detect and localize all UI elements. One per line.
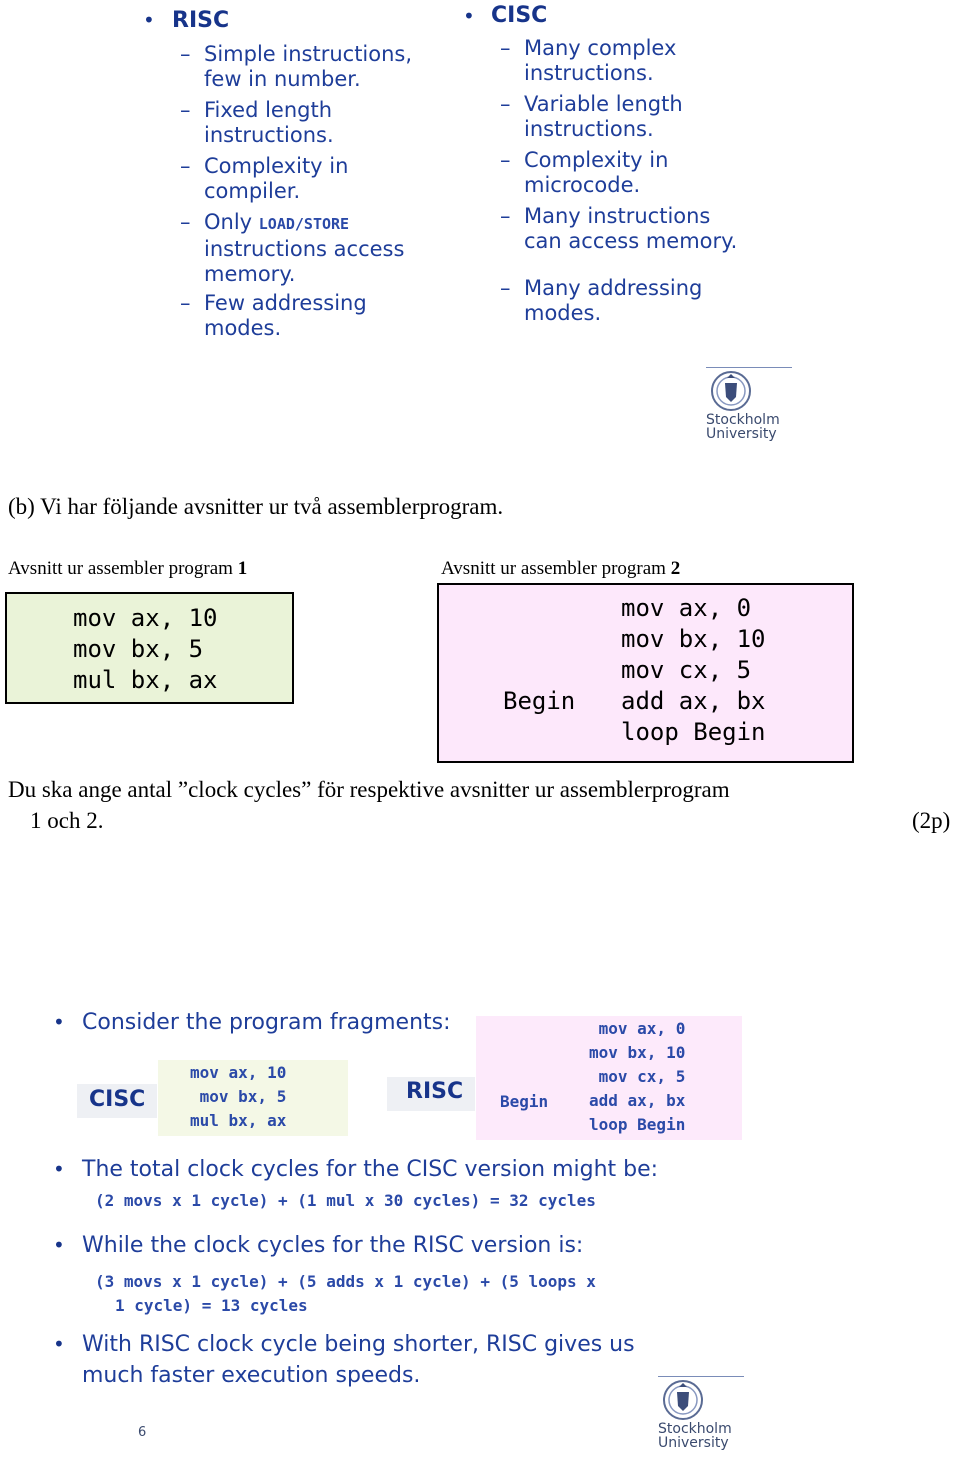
dash: – [180,98,191,122]
stockholm-university-logo: Stockholm University [658,1376,748,1456]
cisc-item-3: Complexity in microcode. [524,148,669,197]
dash: – [180,42,191,66]
risc-item-5: Few addressing modes. [204,291,367,340]
bullet: • [53,1332,65,1356]
program2-code-box [437,583,854,763]
cisc-heading: CISC [491,3,548,28]
page-number: 6 [138,1425,147,1440]
bullet: • [463,4,475,28]
risc-calc-2: 1 cycle) = 13 cycles [115,1296,308,1315]
crest-icon [708,369,754,413]
program2-label: Avsnitt ur assembler program 2 [441,558,681,579]
bullet: • [143,8,155,32]
risc-heading: RISC [172,8,230,33]
cisc-item-4: Many instructions can access memory. [524,204,738,253]
cisc-item-2: Variable length instructions. [524,92,683,141]
risc-item-3: Complexity in compiler. [204,154,349,203]
program2-code: mov ax, 0 mov bx, 10 mov cx, 5 add ax, bx loop Begin [621,594,766,746]
risc-tag: RISC [406,1079,464,1104]
cisc-item-5: Many addressing modes. [524,276,703,325]
dash: – [180,291,191,315]
task-line-2: 1 och 2. [30,808,104,833]
cisc-item-1: Many complex instructions. [524,36,677,85]
dash: – [180,154,191,178]
while-risc-text: While the clock cycles for the RISC version is: [82,1233,584,1258]
program1-code: mov ax, 10 mov bx, 5 mul bx, ax [73,604,218,694]
dash: – [500,276,511,300]
cisc-calc: (2 movs x 1 cycle) + (1 mul x 30 cycles) = 32 cycles [95,1191,596,1210]
cisc-code-box [158,1060,348,1136]
bullet: • [53,1157,65,1181]
risc-item-1: Simple instructions, few in number. [204,42,413,91]
dash: – [500,92,511,116]
risc-begin: Begin [500,1092,549,1111]
dash: – [180,210,191,234]
risc-item-2: Fixed length instructions. [204,98,334,147]
risc-code: mov ax, 0 mov bx, 10 mov cx, 5 add ax, bx loop Begin [589,1019,686,1134]
risc-calc-1: (3 movs x 1 cycle) + (5 adds x 1 cycle) + (5 loops x [95,1272,596,1291]
dash: – [500,204,511,228]
with-risc-line-2: much faster execution speeds. [82,1363,421,1388]
stockholm-university-logo: Stockholm University [706,367,796,447]
cisc-tag: CISC [89,1087,146,1112]
risc-code-box [476,1016,742,1140]
program1-code-box [5,592,294,704]
consider-text: Consider the program fragments: [82,1010,451,1035]
points: (2p) [912,808,951,833]
with-risc-line-1: With RISC clock cycle being shorter, RISC gives us [82,1332,635,1357]
bullet: • [53,1010,65,1034]
crest-icon [660,1378,706,1422]
program2-label-begin: Begin [503,687,576,715]
risc-tag-box [387,1077,475,1111]
program1-label: Avsnitt ur assembler program 1 [8,558,248,579]
bullet: • [53,1233,65,1257]
dash: – [500,148,511,172]
task-line-1: Du ska ange antal ”clock cycles” för respektive avsnitter ur assemblerprogram [8,777,730,802]
risc-item-4: Only LOAD/STORE instructions access memory. [204,210,405,286]
total-cisc-text: The total clock cycles for the CISC version might be: [82,1157,659,1182]
question-b: (b) Vi har följande avsnitter ur två assemblerprogram. [8,494,504,519]
cisc-tag-box [77,1084,157,1118]
cisc-code: mov ax, 10 mov bx, 5 mul bx, ax [190,1063,287,1130]
dash: – [500,36,511,60]
